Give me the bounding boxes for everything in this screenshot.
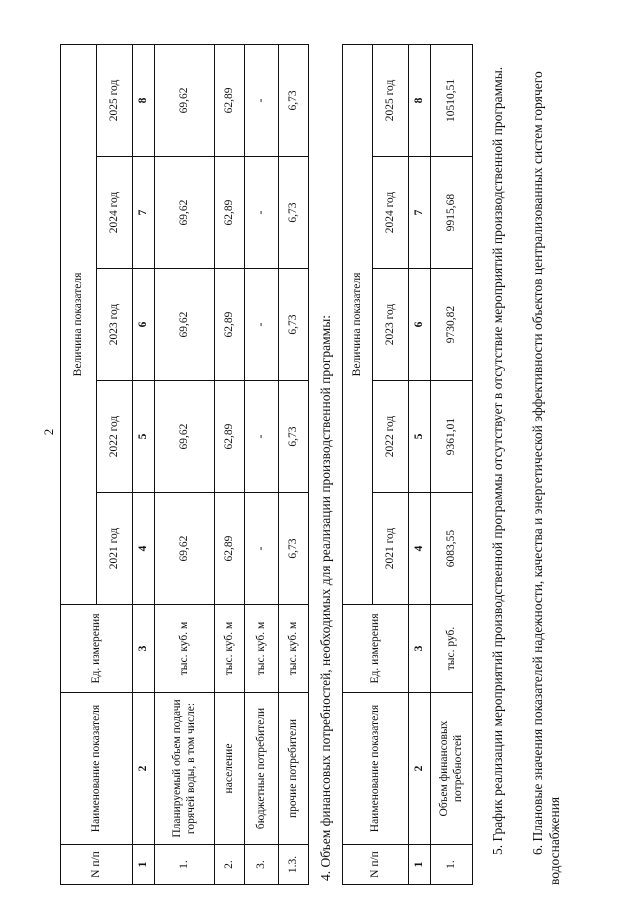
cell: 62,89 xyxy=(215,44,245,156)
header-unit: Ед. измерения xyxy=(61,605,133,693)
cell: 69,62 xyxy=(155,493,215,605)
header-group: Величина показателя xyxy=(61,44,97,604)
cell: 6,73 xyxy=(279,157,309,269)
cell: население xyxy=(215,693,245,845)
paragraph-6: 6. Плановые значения показателей надежности, качества и энергетической эффективности объектов централизованных систем горячего водоснабжения xyxy=(530,71,562,885)
page-number: 2 xyxy=(41,428,56,436)
column-number: 8 xyxy=(409,44,431,156)
cell: 6,73 xyxy=(279,493,309,605)
cell: 69,62 xyxy=(155,269,215,381)
header-year: 2022 год xyxy=(373,381,409,493)
column-number: 5 xyxy=(133,381,155,493)
cell: 62,89 xyxy=(215,381,245,493)
header-name: Наименование показателя xyxy=(61,693,133,845)
column-number: 6 xyxy=(133,269,155,381)
cell: 9730,82 xyxy=(431,269,473,381)
cell: 1. xyxy=(155,845,215,885)
column-number: 1 xyxy=(409,845,431,885)
table-row xyxy=(279,44,309,884)
cell: 62,89 xyxy=(215,493,245,605)
table-row xyxy=(245,44,279,884)
header-year: 2021 год xyxy=(97,493,133,605)
header-unit: Ед. измерения xyxy=(343,605,409,693)
cell: 1. xyxy=(431,845,473,885)
column-number: 2 xyxy=(409,693,431,845)
hot-water-volume-table xyxy=(60,44,309,885)
header-name: Наименование показателя xyxy=(343,693,409,845)
cell: 62,89 xyxy=(215,157,245,269)
column-number: 4 xyxy=(133,493,155,605)
column-number: 5 xyxy=(409,381,431,493)
column-number: 6 xyxy=(409,269,431,381)
column-number: 3 xyxy=(409,605,431,693)
header-year: 2024 год xyxy=(97,157,133,269)
cell: Объем финансовых потребностей xyxy=(431,693,473,845)
cell: 9915,68 xyxy=(431,157,473,269)
header-year: 2025 год xyxy=(97,44,133,156)
cell: 9361,01 xyxy=(431,381,473,493)
table-row xyxy=(431,44,473,884)
column-number: 2 xyxy=(133,693,155,845)
cell: 69,62 xyxy=(155,157,215,269)
header-group: Величина показателя xyxy=(343,44,373,604)
paragraph-5: 5. График реализации мероприятий производственной программы отсутствует в отсутствие мероприятий производственной программы. xyxy=(490,66,505,855)
table-row xyxy=(155,44,215,884)
header-year: 2025 год xyxy=(373,44,409,156)
cell: - xyxy=(245,44,279,156)
table-row xyxy=(215,44,245,884)
cell: тыс. куб. м xyxy=(245,605,279,693)
cell: 2. xyxy=(215,845,245,885)
cell: тыс. руб. xyxy=(431,605,473,693)
cell: 6,73 xyxy=(279,381,309,493)
cell: 69,62 xyxy=(155,44,215,156)
column-number: 4 xyxy=(409,493,431,605)
cell: 6,73 xyxy=(279,269,309,381)
cell: - xyxy=(245,269,279,381)
column-number: 7 xyxy=(409,157,431,269)
header-num: N п/п xyxy=(343,845,409,885)
cell: прочие потребители xyxy=(279,693,309,845)
column-number: 3 xyxy=(133,605,155,693)
cell: 1.3. xyxy=(279,845,309,885)
financial-needs-table xyxy=(342,44,473,885)
header-year: 2021 год xyxy=(373,493,409,605)
cell: - xyxy=(245,381,279,493)
column-number: 8 xyxy=(133,44,155,156)
header-year: 2022 год xyxy=(97,381,133,493)
column-number: 7 xyxy=(133,157,155,269)
rotated-page xyxy=(60,45,620,885)
cell: 10510,51 xyxy=(431,44,473,156)
cell: 62,89 xyxy=(215,269,245,381)
cell: 6,73 xyxy=(279,44,309,156)
cell: тыс. куб. м xyxy=(155,605,215,693)
cell: Планируемый объем подачи горячей воды, в том числе: xyxy=(155,693,215,845)
header-year: 2024 год xyxy=(373,157,409,269)
cell: 3. xyxy=(245,845,279,885)
cell: тыс. куб. м xyxy=(215,605,245,693)
header-year: 2023 год xyxy=(373,269,409,381)
column-number: 1 xyxy=(133,845,155,885)
cell: бюджетные потребители xyxy=(245,693,279,845)
cell: 6083,55 xyxy=(431,493,473,605)
cell: 69,62 xyxy=(155,381,215,493)
cell: - xyxy=(245,493,279,605)
header-year: 2023 год xyxy=(97,269,133,381)
section-4-caption: 4. Объем финансовых потребностей, необходимых для реализации производственной программы: xyxy=(318,314,333,881)
header-num: N п/п xyxy=(61,845,133,885)
cell: тыс. куб. м xyxy=(279,605,309,693)
cell: - xyxy=(245,157,279,269)
